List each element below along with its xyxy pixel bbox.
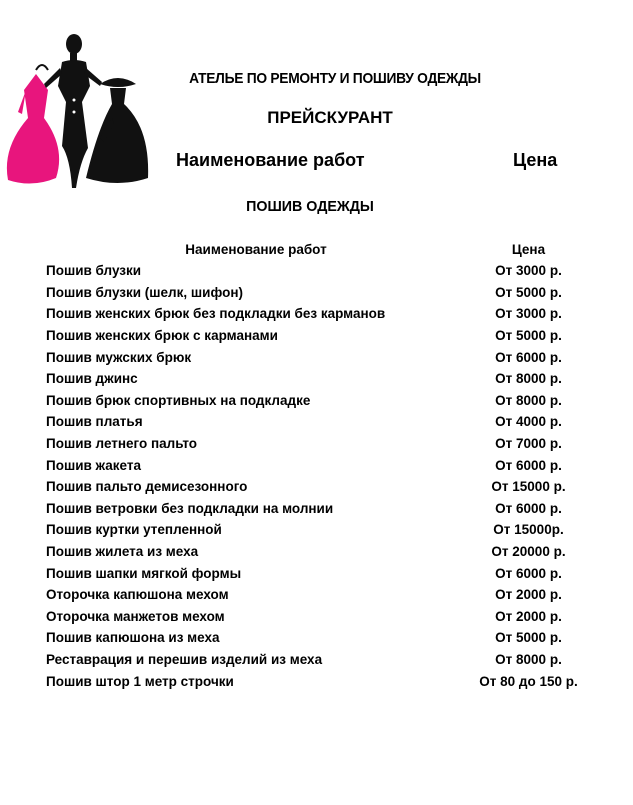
table-row [46, 476, 591, 498]
table-row [46, 260, 591, 282]
service-price: От 6000 р. [495, 349, 562, 365]
table-row [46, 282, 591, 304]
service-price: От 3000 р. [495, 263, 562, 279]
table-row [46, 433, 591, 455]
service-price: От 8000 р. [495, 371, 562, 387]
service-price: От 5000 р. [495, 284, 562, 300]
service-name: Реставрация и перешив изделий из меха [46, 651, 323, 667]
document-title: ПРЕЙСКУРАНТ [267, 108, 393, 127]
service-name: Оторочка капюшона мехом [46, 587, 229, 603]
table-row [46, 390, 591, 412]
table-row [46, 627, 591, 649]
shop-title: АТЕЛЬЕ ПО РЕМОНТУ И ПОШИВУ ОДЕЖДЫ [189, 70, 481, 87]
table-header-row [46, 238, 591, 260]
service-price: От 6000 р. [495, 457, 562, 473]
service-price: От 7000 р. [495, 436, 562, 452]
table-row [46, 541, 591, 563]
service-name: Пошив жилета из меха [46, 544, 199, 560]
table-row [46, 368, 591, 390]
table-row [46, 519, 591, 541]
service-price: От 6000 р. [495, 500, 562, 516]
service-price: От 2000 р. [495, 608, 562, 624]
table-header-name: Наименование работ [185, 241, 327, 257]
header-column-name: Наименование работ [176, 150, 365, 170]
service-name: Пошив куртки утепленной [46, 522, 222, 538]
service-name: Оторочка манжетов мехом [46, 608, 225, 624]
table-row [46, 606, 591, 628]
table-row [46, 303, 591, 325]
service-price: От 8000 р. [495, 392, 562, 408]
service-price: От 5000 р. [495, 328, 562, 344]
price-table [46, 238, 591, 692]
service-name: Пошив капюшона из меха [46, 630, 220, 646]
service-price: От 5000 р. [495, 630, 562, 646]
table-row [46, 670, 591, 692]
table-row [46, 649, 591, 671]
table-row [46, 584, 591, 606]
fashion-silhouettes-icon [0, 28, 160, 198]
service-name: Пошив летнего пальто [46, 436, 198, 452]
service-name: Пошив мужских брюк [46, 349, 192, 365]
service-price: От 80 до 150 р. [479, 673, 578, 689]
service-price: От 6000 р. [495, 565, 562, 581]
service-name: Пошив шапки мягкой формы [46, 565, 242, 581]
service-price: От 15000р. [493, 522, 564, 538]
service-price: От 8000 р. [495, 651, 562, 667]
service-name: Пошив брюк спортивных на подкладке [46, 392, 311, 408]
service-price: От 4000 р. [495, 414, 562, 430]
table-row [46, 411, 591, 433]
service-name: Пошив женских брюк с карманами [46, 328, 278, 344]
service-price: От 2000 р. [495, 587, 562, 603]
service-name: Пошив женских брюк без подкладки без карманов [46, 306, 386, 322]
table-body [46, 260, 591, 692]
header-column-price: Цена [513, 150, 558, 170]
service-name: Пошив жакета [46, 457, 142, 473]
section-title: ПОШИВ ОДЕЖДЫ [246, 198, 374, 215]
service-name: Пошив блузки [46, 263, 142, 279]
service-price: От 3000 р. [495, 306, 562, 322]
service-name: Пошив блузки (шелк, шифон) [46, 284, 243, 300]
table-row [46, 498, 591, 520]
service-price: От 15000 р. [491, 479, 566, 495]
service-name: Пошив пальто демисезонного [46, 479, 248, 495]
service-name: Пошив джинс [46, 371, 138, 387]
service-name: Пошив платья [46, 414, 143, 430]
service-name: Пошив ветровки без подкладки на молнии [46, 500, 334, 516]
table-row [46, 346, 591, 368]
service-name: Пошив штор 1 метр строчки [46, 673, 234, 689]
table-row [46, 325, 591, 347]
table-row [46, 562, 591, 584]
table-header-price: Цена [511, 241, 546, 257]
service-price: От 20000 р. [491, 544, 566, 560]
table-row [46, 454, 591, 476]
